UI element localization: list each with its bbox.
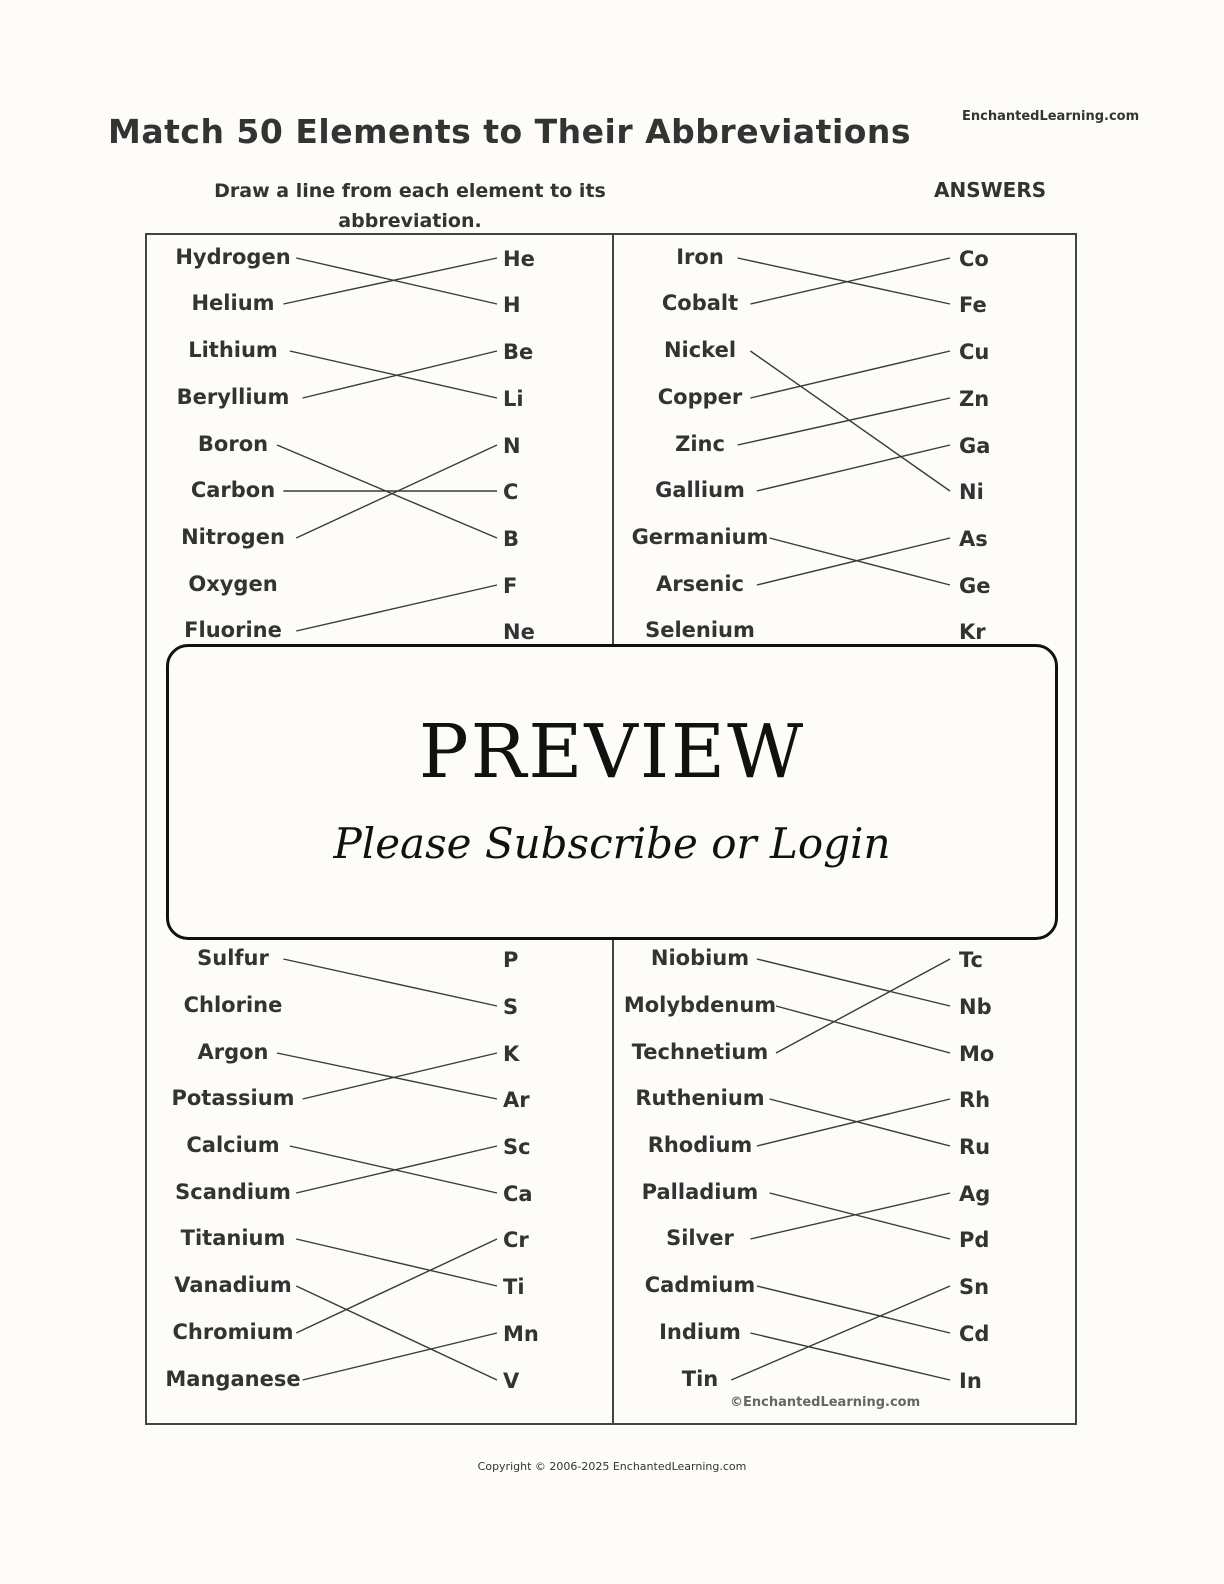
element-name-l-8: Fluorine xyxy=(184,618,282,642)
element-name-r-13: Rhodium xyxy=(647,1133,753,1157)
element-name-l-1: Helium xyxy=(191,291,275,315)
site-link[interactable]: EnchantedLearning.com xyxy=(962,109,1140,124)
element-name-r-5: Gallium xyxy=(655,478,745,502)
element-name-l-10: Chlorine xyxy=(183,993,283,1017)
element-name-r-1: Cobalt xyxy=(661,291,739,315)
abbreviation-r-0: Co xyxy=(959,247,989,271)
abbreviation-r-7: Ge xyxy=(959,574,991,598)
match-line-r-5 xyxy=(757,445,950,491)
element-name-l-9: Sulfur xyxy=(197,946,269,970)
element-name-l-16: Vanadium xyxy=(174,1273,292,1297)
match-line-l-18 xyxy=(303,1333,497,1380)
copyright: Copyright © 2006-2025 EnchantedLearning.com xyxy=(477,1460,747,1473)
element-name-r-11: Technetium xyxy=(631,1040,769,1064)
abbreviation-l-3: Li xyxy=(503,387,524,411)
abbreviation-r-5: Ni xyxy=(959,480,984,504)
worksheet-credit: ©EnchantedLearning.com xyxy=(730,1395,921,1410)
element-name-r-3: Copper xyxy=(657,385,743,409)
match-line-r-3 xyxy=(750,351,950,398)
abbreviation-l-16: Ti xyxy=(503,1275,525,1299)
element-name-r-12: Ruthenium xyxy=(635,1086,765,1110)
abbreviation-l-4: N xyxy=(503,434,521,458)
element-name-l-12: Potassium xyxy=(171,1086,295,1110)
abbreviation-r-9: Tc xyxy=(959,948,983,972)
match-line-l-11 xyxy=(277,1053,497,1099)
abbreviation-l-1: H xyxy=(503,293,521,317)
element-name-l-13: Calcium xyxy=(186,1133,280,1157)
element-name-l-2: Lithium xyxy=(188,338,278,362)
element-name-l-17: Chromium xyxy=(172,1320,294,1344)
element-name-r-18: Tin xyxy=(681,1367,719,1391)
abbreviation-r-17: Cd xyxy=(959,1322,990,1346)
match-line-r-16 xyxy=(757,1286,950,1333)
instructions: Draw a line from each element to its abbreviation. xyxy=(214,180,606,232)
element-name-l-6: Nitrogen xyxy=(181,525,285,549)
abbreviation-l-0: He xyxy=(503,247,535,271)
abbreviation-l-18: V xyxy=(503,1369,520,1393)
preview-heading: PREVIEW xyxy=(418,709,806,795)
abbreviation-r-4: Ga xyxy=(959,434,991,458)
match-line-r-17 xyxy=(750,1333,950,1380)
abbreviation-r-3: Zn xyxy=(959,387,990,411)
abbreviation-l-13: Sc xyxy=(503,1135,531,1159)
preview-overlay[interactable] xyxy=(166,644,1058,940)
abbreviation-l-17: Mn xyxy=(503,1322,539,1346)
abbreviation-r-16: Sn xyxy=(959,1275,990,1299)
element-name-r-17: Indium xyxy=(659,1320,741,1344)
match-line-l-17 xyxy=(296,1239,497,1333)
element-name-l-5: Carbon xyxy=(190,478,276,502)
element-name-r-10: Molybdenum xyxy=(623,993,777,1017)
element-name-l-11: Argon xyxy=(197,1040,269,1064)
element-name-l-14: Scandium xyxy=(175,1180,291,1204)
element-name-r-4: Zinc xyxy=(675,432,725,456)
element-name-l-15: Titanium xyxy=(180,1226,286,1250)
match-line-l-9 xyxy=(283,959,497,1006)
match-line-r-9 xyxy=(757,959,950,1006)
element-name-l-18: Manganese xyxy=(165,1367,301,1391)
abbreviation-l-11: K xyxy=(503,1042,520,1066)
match-line-r-10 xyxy=(776,1006,950,1053)
element-name-r-16: Cadmium xyxy=(644,1273,756,1297)
abbreviation-l-2: Be xyxy=(503,340,534,364)
element-name-l-0: Hydrogen xyxy=(175,245,291,269)
match-line-l-12 xyxy=(303,1053,497,1099)
element-name-r-7: Arsenic xyxy=(656,572,744,596)
match-line-r-2 xyxy=(750,351,950,491)
abbreviation-r-6: As xyxy=(959,527,988,551)
element-name-r-2: Nickel xyxy=(663,338,737,362)
page-title: Match 50 Elements to Their Abbreviations xyxy=(108,112,912,151)
answers-label: ANSWERS xyxy=(934,178,1047,202)
abbreviation-r-15: Pd xyxy=(959,1228,990,1252)
abbreviation-l-15: Cr xyxy=(503,1228,529,1252)
abbreviation-l-14: Ca xyxy=(503,1182,533,1206)
abbreviation-l-7: F xyxy=(503,574,518,598)
abbreviation-r-8: Kr xyxy=(959,620,986,644)
match-line-l-15 xyxy=(296,1239,497,1286)
abbreviation-l-10: S xyxy=(503,995,519,1019)
abbreviation-l-5: C xyxy=(503,480,519,504)
abbreviation-l-9: P xyxy=(503,948,519,972)
abbreviation-r-10: Nb xyxy=(959,995,992,1019)
abbreviation-l-12: Ar xyxy=(503,1088,530,1112)
abbreviation-r-13: Ru xyxy=(959,1135,991,1159)
match-line-r-15 xyxy=(750,1193,950,1239)
element-name-l-7: Oxygen xyxy=(188,572,278,596)
element-name-r-15: Silver xyxy=(666,1226,734,1250)
match-line-r-11 xyxy=(776,959,950,1053)
abbreviation-l-8: Ne xyxy=(503,620,535,644)
abbreviation-r-18: In xyxy=(959,1369,982,1393)
abbreviation-r-14: Ag xyxy=(959,1182,991,1206)
element-name-l-3: Beryllium xyxy=(176,385,290,409)
element-name-r-8: Selenium xyxy=(645,618,755,642)
preview-subtext[interactable]: Please Subscribe or Login xyxy=(333,819,891,868)
match-line-r-4 xyxy=(738,398,950,445)
abbreviation-r-2: Cu xyxy=(959,340,990,364)
element-name-r-14: Palladium xyxy=(641,1180,759,1204)
abbreviation-r-12: Rh xyxy=(959,1088,991,1112)
element-name-r-6: Germanium xyxy=(631,525,769,549)
element-name-r-0: Iron xyxy=(676,245,724,269)
abbreviation-l-6: B xyxy=(503,527,520,551)
match-line-l-16 xyxy=(296,1286,497,1380)
element-name-l-4: Boron xyxy=(197,432,269,456)
abbreviation-r-1: Fe xyxy=(959,293,987,317)
match-line-r-18 xyxy=(731,1286,950,1380)
element-name-r-9: Niobium xyxy=(650,946,750,970)
match-line-l-8 xyxy=(296,585,497,631)
abbreviation-r-11: Mo xyxy=(959,1042,995,1066)
